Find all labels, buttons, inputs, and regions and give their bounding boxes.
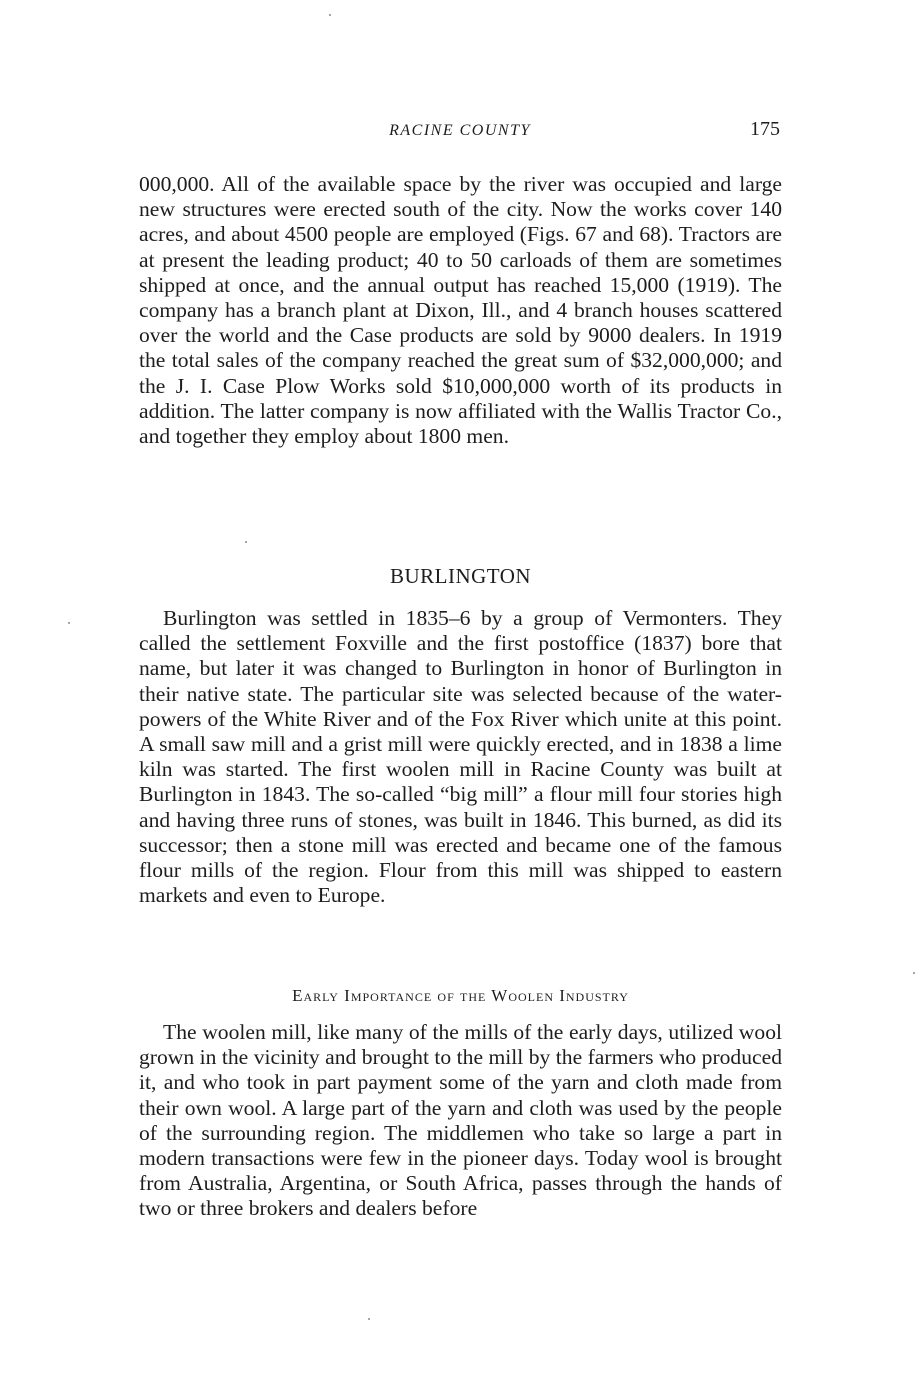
paragraph-burlington bbox=[139, 606, 782, 908]
scan-speck bbox=[245, 541, 247, 543]
paragraph-text: The woolen mill, like many of the mills of the early days, utilized wool grown in the vicinity and brought to the mill by the farmers who produced it, and who took in part payment some of the yarn and cloth made from their own wool. A large part of the yarn and cloth was used by the people of the surrounding region. The middlemen who take so large a part in modern transactions were few in the pioneer days. Today wool is brought from Australia, Argentina, or South Africa, passes through the hands of two or three brokers and dealers before bbox=[139, 1020, 782, 1221]
paragraph-continuation bbox=[139, 172, 782, 449]
paragraph-text: Burlington was settled in 1835–6 by a group of Vermonters. They called the settlement Foxville and the first postoffice (1837) bore that name, but later it was changed to Burlington in honor of Burlington in their native state. The particular site was selected because of the water-powers of the White River and of the Fox River which unite at this point. A small saw mill and a grist mill were quickly erected, and in 1838 a lime kiln was started. The first woolen mill in Racine County was built at Burlington in 1843. The so-called “big mill” a flour mill four stories high and having three runs of stones, was built in 1846. This burned, as did its successor; then a stone mill was erected and became one of the famous flour mills of the region. Flour from this mill was shipped to eastern markets and even to Europe. bbox=[139, 606, 782, 908]
scan-speck bbox=[68, 622, 70, 624]
page-number: 175 bbox=[750, 118, 780, 140]
section-heading: BURLINGTON bbox=[389, 564, 532, 588]
running-head bbox=[140, 118, 780, 146]
paragraph-text: 000,000. All of the available space by the river was occupied and large new structures were erected south of the city. Now the works cover 140 acres, and about 4500 people are employed (Figs. 67 and 68). Tractors are at present the leading product; 40 to 50 carloads of them are sometimes shipped at once, and the annual output has reached 15,000 (1919). The company has a branch plant at Dixon, Ill., and 4 branch houses scattered over the world and the Case products are sold by 9000 dealers. In 1919 the total sales of the company reached the great sum of $32,000,000; and the J. I. Case Plow Works sold $10,000,000 worth of its products in addition. The latter company is now affiliated with the Wallis Tractor Co., and together they employ about 1800 men. bbox=[139, 172, 782, 449]
paragraph-woolen bbox=[139, 1020, 782, 1222]
scan-speck bbox=[913, 972, 915, 974]
subheading: Early Importance of the Woolen Industry bbox=[292, 986, 629, 1005]
scan-speck bbox=[368, 1318, 370, 1320]
running-title: RACINE COUNTY bbox=[389, 122, 531, 139]
scan-speck bbox=[329, 14, 331, 16]
